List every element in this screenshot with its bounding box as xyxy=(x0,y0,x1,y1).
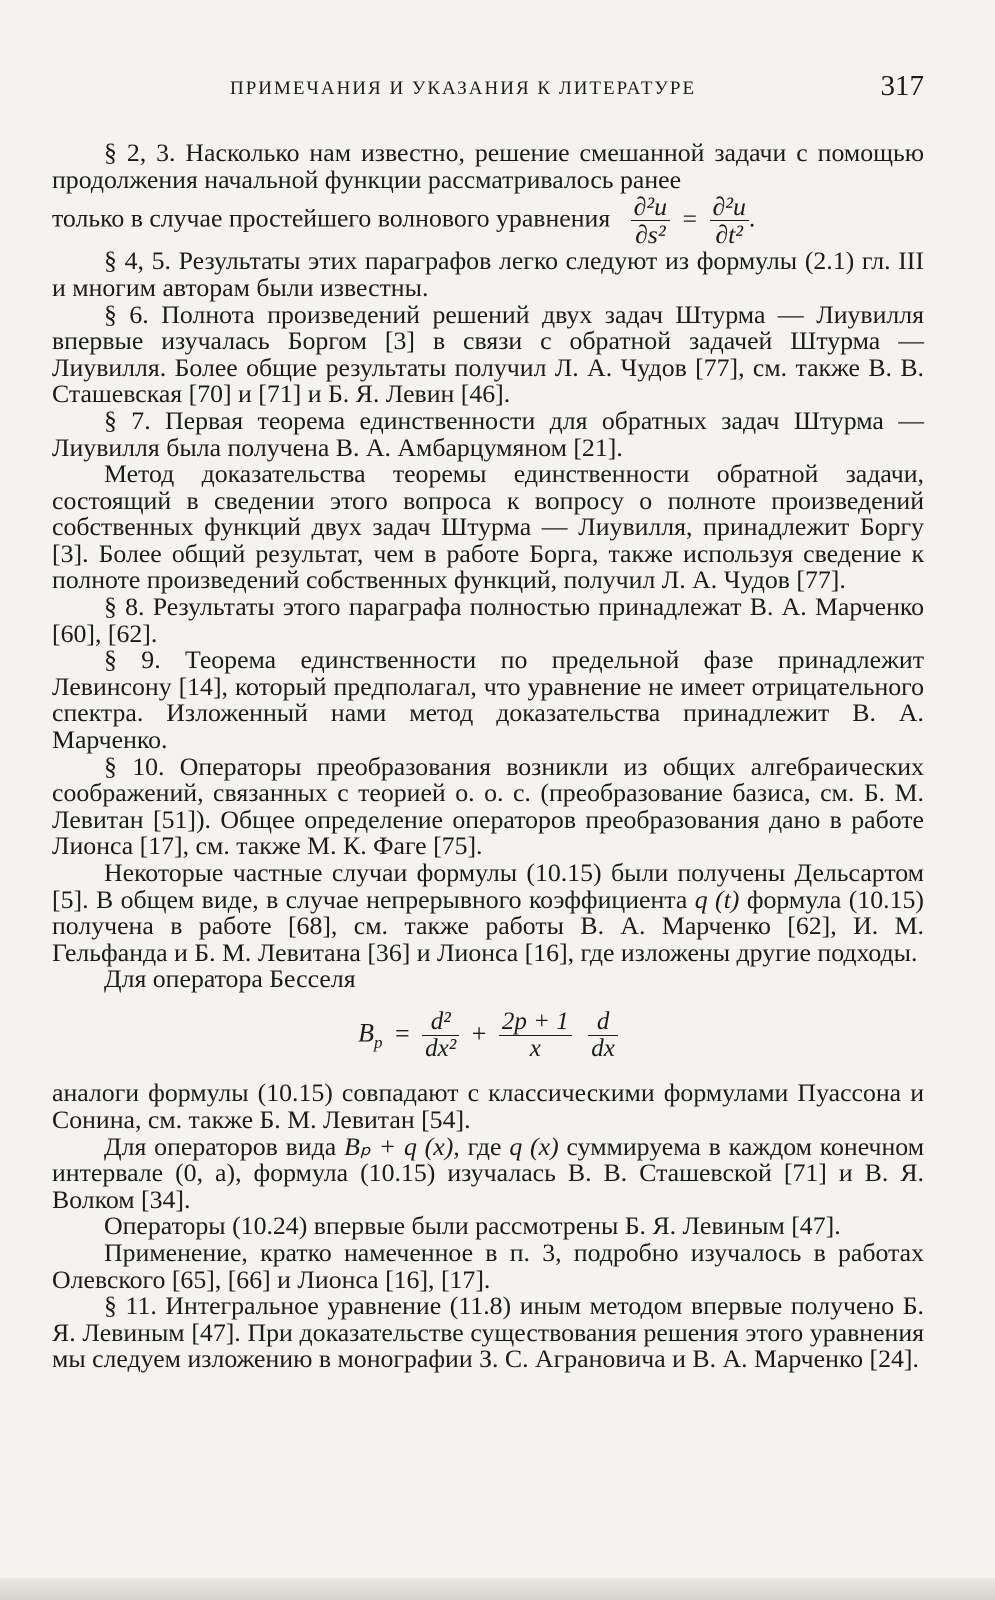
scan-bottom-edge xyxy=(0,1578,995,1600)
page-header xyxy=(52,70,924,110)
bessel-lhs: B xyxy=(358,1018,374,1048)
bessel-equals: = xyxy=(394,1018,410,1048)
wave-equation-rhs xyxy=(710,193,749,248)
wave-equation-prefix: только в случае простейшего волнового уравнения xyxy=(52,203,611,233)
running-title: ПРИМЕЧАНИЯ И УКАЗАНИЯ К ЛИТЕРАТУРЕ xyxy=(230,78,697,99)
bessel-lhs-subscript: p xyxy=(373,1032,383,1052)
bessel-f3-denominator: dx xyxy=(591,1035,615,1063)
page-number: 317 xyxy=(880,70,924,102)
paragraph-bessel-intro: Для оператора Бесселя xyxy=(104,964,356,994)
wave-rhs-numerator: ∂²u xyxy=(710,193,749,221)
bessel-f1-denominator: dx² xyxy=(425,1035,457,1063)
paragraph-sec-8: § 8. Результаты этого параграфа полностью принадлежат В. А. Марченко [60], [62]. xyxy=(52,592,924,648)
wave-equation-equals: = xyxy=(682,203,698,233)
paragraph-operators-10-24: Операторы (10.24) впервые были рассмотрены Б. Я. Левиным [47]. xyxy=(104,1211,841,1241)
paragraph-sec-9: § 9. Теорема единственности по предельной фазе принадлежит Левинсону [14], который предполагал, что уравнение не имеет отрицательного спектра. Изложенный нами метод доказательства принадлежит В. А. Марченко. xyxy=(52,645,924,755)
coefficient-q-t: q (t) xyxy=(694,884,740,914)
paragraph-poisson-sonin: аналоги формулы (10.15) совпадают с классическими формулами Пуассона и Сонина, см. также Б. М. Левитан [54]. xyxy=(52,1078,924,1135)
wave-lhs-denominator: ∂s² xyxy=(635,220,666,250)
paragraph-sec-2-3: § 2, 3. Насколько нам известно, решение смешанной задачи с помощью продолжения начальной функции рассматривалось ранее xyxy=(52,138,924,194)
bessel-coefficient xyxy=(499,1009,572,1063)
wave-rhs-denominator: ∂t² xyxy=(715,220,744,250)
paragraph-sec-10: § 10. Операторы преобразования возникли из общих алгебраических соображений, связанных с теорией о. о. с. (преобразование базиса, см. Б. М. Левитан [51]). Общее определение операторов преобразования дано в работе Лионса [17], см. также М. К. Фаге [75]. xyxy=(52,751,924,861)
wave-equation-line xyxy=(52,193,924,248)
bessel-plus: + xyxy=(471,1018,487,1048)
bessel-first-derivative xyxy=(588,1009,618,1063)
paragraph-delsarte xyxy=(52,860,924,966)
bessel-operator-equation xyxy=(52,1009,924,1063)
paragraph-sec-11: § 11. Интегральное уравнение (11.8) иным методом впервые получено Б. Я. Левиным [47]. При доказательстве существования решения этого уравнения мы следуем изложению в монографии З. С. Аграновича и В. А. Марченко [24]. xyxy=(52,1291,924,1374)
delsarte-text-a: Некоторые частные случаи формулы (10.15) были получены Дельсартом [5]. В общем виде, в случае непрерывного коэффициента xyxy=(52,858,924,914)
bessel-f2-numerator: 2p + 1 xyxy=(499,1009,572,1036)
operators-form-text-a: Для операторов вида xyxy=(104,1131,337,1161)
paragraph-sec-7: § 7. Первая теорема единственности для обратных задач Штурма — Лиувилля была получена В. А. Амбарцумяном [21]. xyxy=(52,405,924,462)
paragraph-application: Применение, кратко намеченное в п. 3, подробно изучалось в работах Олевского [65], [66] и Лионса [16], [17]. xyxy=(52,1238,924,1294)
wave-lhs-numerator: ∂²u xyxy=(631,193,670,221)
bessel-f1-numerator: d² xyxy=(422,1009,459,1036)
paragraph-sec-4-5: § 4, 5. Результаты этих параграфов легко следуют из формулы (2.1) гл. III и многим авторам были известны. xyxy=(52,246,924,302)
bessel-f3-numerator: d xyxy=(588,1009,618,1036)
paragraph-operators-form xyxy=(52,1131,925,1214)
operators-form-text-c: суммируема в каждом конечном интервале (0, a), формула (10.15) изучалась В. В. Сташевской [71] и В. Я. Волком [34]. xyxy=(52,1131,925,1214)
wave-equation-period: . xyxy=(748,203,756,233)
paragraph-method: Метод доказательства теоремы единственности обратной задачи, состоящий в сведении этого вопроса к вопросу о полноте произведений собственных функций двух задач Штурма — Лиувилля, принадлежит Боргу [3]. Более общий результат, чем в работе Борга, также используя сведение к полноте произведений собственных функций, получил Л. А. Чудов [77]. xyxy=(52,459,924,595)
paragraph-sec-6: § 6. Полнота произведений решений двух задач Штурма — Лиувилля впервые изучалась Боргом [3] в связи с обратной задачей Штурма — Лиувилля. Более общие результаты получил Л. А. Чудов [77], см. также В. В. Сташевская [70] и [71] и Б. Я. Левин [46]. xyxy=(52,299,924,409)
potential-q-x: q (x) xyxy=(509,1131,559,1161)
bessel-second-derivative xyxy=(422,1009,459,1063)
operators-form-text-b: где xyxy=(467,1131,502,1161)
page-body xyxy=(52,140,924,1373)
delsarte-text-b: формула (10.15) получена в работе [68], см. также работы В. А. Марченко [62], И. М. Гельфанда и Б. М. Левитана [36] и Лионса [16], где изложены другие подходы. xyxy=(52,884,924,967)
wave-equation-lhs xyxy=(631,193,670,248)
bessel-f2-denominator: x xyxy=(529,1035,541,1063)
operator-bp-plus-q: Bₚ + q (x), xyxy=(344,1131,460,1161)
